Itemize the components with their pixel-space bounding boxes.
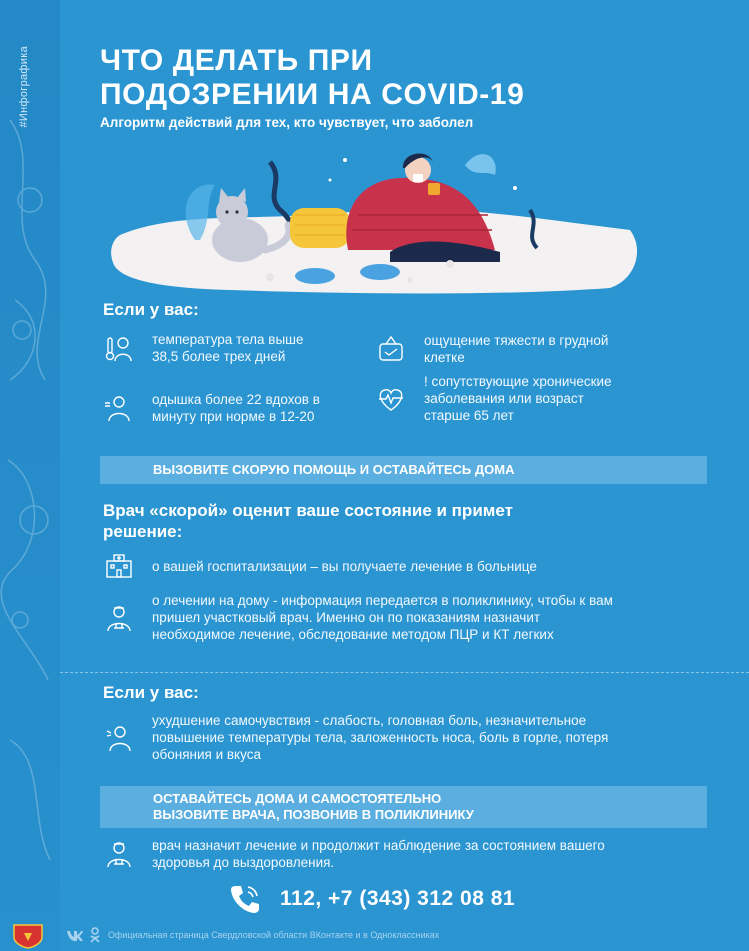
title-line-2: ПОДОЗРЕНИИ НА COVID-19 [100, 78, 525, 111]
section2-heading-line2: решение: [103, 522, 183, 541]
stay-home-line2: ВЫЗОВИТЕ ВРАЧА, ПОЗВОНИВ В ПОЛИКЛИНИКУ [153, 807, 474, 822]
slipper-right [360, 264, 400, 280]
phone-icon [228, 882, 262, 916]
pillow [290, 208, 350, 248]
vk-icon[interactable] [66, 928, 84, 942]
section-divider [60, 672, 749, 673]
symptom-text: ! сопутствующие хронические заболевания или возраст старше 65 лет [424, 374, 612, 423]
symptom-text: одышка более 22 вдохов в минуту при норме в 12-20 [152, 392, 320, 424]
stay-home-line1: ОСТАВАЙТЕСЬ ДОМА И САМОСТОЯТЕЛЬНО [153, 791, 442, 806]
symptom-chest [372, 330, 632, 368]
decision-home [100, 592, 660, 643]
phone-numbers[interactable]: 112, +7 (343) 312 08 81 [280, 887, 516, 910]
subtitle: Алгоритм действий для тех, кто чувствует, что заболел [100, 115, 474, 130]
left-decorative-strip [0, 0, 60, 951]
leaf-right [465, 154, 496, 175]
sick-person-icon [100, 719, 138, 757]
thermometer-person-icon [100, 329, 138, 367]
title-line-1: ЧТО ДЕЛАТЬ ПРИ [100, 44, 373, 77]
stay-home-banner [100, 786, 707, 828]
mild-symptoms-text: ухудшение самочувствия - слабость, головная боль, незначительное повышение температуры тела, заложенность носа, боль в горле, потеря обоняния и вкуса [152, 713, 609, 762]
short-breath-icon [100, 389, 138, 427]
section2-heading-line1: Врач «скорой» оценит ваше состояние и примет [103, 501, 513, 520]
footer-text: Официальная страница Свердловской области ВКонтакте и в Одноклассниках [108, 930, 440, 940]
footer [0, 919, 749, 951]
floral-ornament [0, 0, 60, 951]
mild-symptoms [100, 712, 660, 763]
slipper-left [295, 268, 335, 284]
decision-text: о лечении на дому - информация передается в поликлинику, чтобы к вам пришел участковый врач. Именно он по показаниям назначит необходимое лечение, обследование методом ПЦР и КТ легких [152, 593, 613, 642]
doctor-icon [100, 835, 138, 873]
doctor-icon [100, 599, 138, 637]
doctor-followup-text: врач назначит лечение и продолжит наблюдение за состоянием вашего здоровья до выздоровления. [152, 838, 605, 870]
symptom-breath [100, 389, 350, 427]
section1-heading: Если у вас: [103, 300, 199, 319]
chest-heaviness-icon [372, 330, 410, 368]
phone-row [228, 882, 515, 916]
symptom-text: температура тела выше 38,5 более трех дней [152, 332, 304, 364]
decision-hospital [100, 547, 660, 585]
call-ambulance-banner: ВЫЗОВИТЕ СКОРУЮ ПОМОЩЬ И ОСТАВАЙТЕСЬ ДОМА [100, 456, 707, 484]
decision-text: о вашей госпитализации – вы получаете лечение в больнице [152, 558, 537, 574]
hospital-icon [100, 547, 138, 585]
odnoklassniki-icon[interactable] [88, 927, 102, 943]
section3-heading: Если у вас: [103, 683, 199, 702]
doctor-followup [100, 835, 660, 873]
heartbeat-icon [372, 380, 410, 418]
symptom-chronic [372, 373, 642, 424]
coat-of-arms-icon [8, 921, 48, 949]
symptom-text: ощущение тяжести в грудной клетке [424, 333, 609, 365]
page-title [100, 44, 524, 112]
sick-person-illustration [100, 140, 650, 300]
symptom-fever [100, 329, 350, 367]
hashtag-label: #Инфографика [18, 46, 30, 128]
section2-heading [103, 500, 663, 542]
